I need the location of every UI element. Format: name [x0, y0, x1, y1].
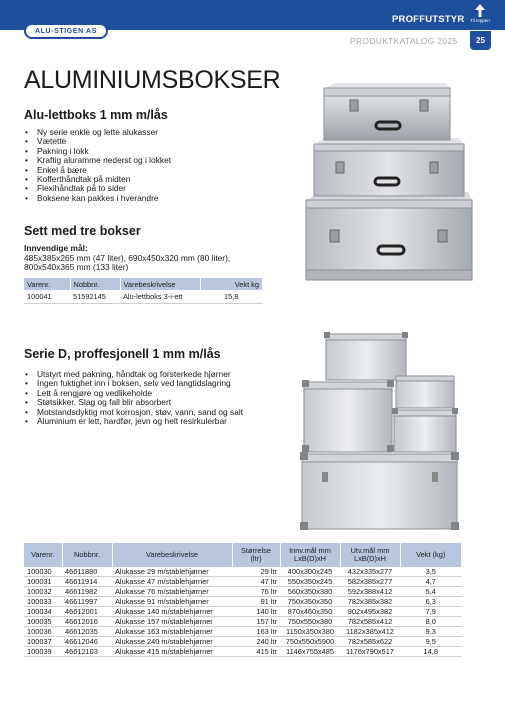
table-header: Nobbnr. [70, 278, 120, 290]
table-cell: 47 ltr [232, 577, 280, 587]
list-item: • Enkel å bære [24, 166, 171, 175]
table-row [24, 627, 462, 637]
table-cell: Alukasse 415 m/stablehjørner [112, 647, 232, 657]
table-cell: 582x385x277 [340, 577, 400, 587]
table-cell: 902x495x382 [340, 607, 400, 617]
table-header: Vekt (kg) [400, 543, 462, 567]
arrow-up-icon [475, 4, 485, 17]
feature-list-lettboks [24, 128, 171, 203]
table-cell: 560x350x380 [280, 587, 340, 597]
table-cell: 100031 [24, 577, 62, 587]
table-cell: 15,8 [200, 290, 263, 303]
table-cell: 100039 [24, 647, 62, 657]
table-cell: 750x550x5900 [280, 637, 340, 647]
table-header: Varenr. [24, 543, 62, 567]
table-cell: 550x350x245 [280, 577, 340, 587]
table-cell: 9,5 [400, 637, 462, 647]
table-cell: Alukasse 91 m/stablehjørner [112, 597, 232, 607]
set-table [24, 278, 263, 304]
table-header: Vekt kg [200, 278, 263, 290]
table-cell: 46612103 [62, 647, 112, 657]
inner-dimensions [24, 244, 264, 273]
table-cell: Alukasse 163 m/stablehjørner [112, 627, 232, 637]
table-row [24, 567, 462, 577]
table-cell: Alukasse 29 m/stablehjørner [112, 567, 232, 577]
table-cell: 750x350x350 [280, 597, 340, 607]
table-cell: 91 ltr [232, 597, 280, 607]
table-cell: 592x388x412 [340, 587, 400, 597]
table-header: Utv.mål mm LxB(D)xH [340, 543, 400, 567]
table-cell: 7,9 [400, 607, 462, 617]
table-row [24, 617, 462, 627]
list-item: • Kraftig aluramme nederst og i lokket [24, 156, 171, 165]
table-cell: 100034 [24, 607, 62, 617]
table-cell: 1176x790x517 [340, 647, 400, 657]
table-cell: 46611914 [62, 577, 112, 587]
table-row [24, 577, 462, 587]
table-cell: Alukasse 76 m/stablehjørner [112, 587, 232, 597]
list-item: • Støtsikker. Slag og fall blir absorbert [24, 398, 243, 407]
table-cell: 46612001 [62, 607, 112, 617]
table-cell: 163 ltr [232, 627, 280, 637]
list-item: • Boksene kan pakkes i hverandre [24, 194, 171, 203]
table-cell: 46611997 [62, 597, 112, 607]
section-title: PROFFUTSTYR [392, 14, 465, 25]
list-item: • Flexihåndtak på to sider [24, 184, 171, 193]
list-item: • Pakning i lokk [24, 147, 171, 156]
table-cell: 76 ltr [232, 587, 280, 597]
serie-d-product-image [296, 324, 466, 534]
list-item: • Aluminium er lett, hardfør, jevn og helt resirkulerbar [24, 417, 243, 426]
section-heading-set: Sett med tre bokser [24, 224, 141, 238]
list-item: • Motstandsdyktig mot korrosjon, støv, vann, sand og salt [24, 408, 243, 417]
table-cell: 100032 [24, 587, 62, 597]
table-row [24, 647, 462, 657]
table-cell: Alukasse 140 m/stablehjørner [112, 607, 232, 617]
table-cell: 9,3 [400, 627, 462, 637]
table-header: Varebeskrivelse [112, 543, 232, 567]
list-item: • Lett å rengjøre og vedlikeholde [24, 389, 243, 398]
table-cell: 46611880 [62, 567, 112, 577]
inner-dimensions-text: 485x385x265 mm (47 liter), 690x450x320 mm (80 liter), 800x540x365 mm (133 liter) [24, 252, 231, 273]
list-item: • Kofferthåndtak på midten [24, 175, 171, 184]
table-row [24, 637, 462, 647]
table-cell: 100035 [24, 617, 62, 627]
table-cell: 432x335x277 [340, 567, 400, 577]
table-cell: Alukasse 240 m/stablehjørner [112, 637, 232, 647]
table-cell: 46612046 [62, 637, 112, 647]
inner-dimensions-label: Innvendige mål: [24, 243, 88, 253]
table-cell: 1182x385x412 [340, 627, 400, 637]
company-logo: ALU-STIGEN AS [24, 23, 108, 39]
table-cell: 100037 [24, 637, 62, 647]
table-cell: 100030 [24, 567, 62, 577]
section-heading-lettboks: Alu-lettboks 1 mm m/lås [24, 108, 168, 122]
table-header: Varebeskrivelse [120, 278, 200, 290]
table-cell: 8,0 [400, 617, 462, 627]
table-row [24, 597, 462, 607]
table-cell: 870x460x350 [280, 607, 340, 617]
table-cell: 46612016 [62, 617, 112, 627]
list-item: • Ny serie enkle og lette alukasser [24, 128, 171, 137]
table-cell: 29 ltr [232, 567, 280, 577]
table-cell: 240 ltr [232, 637, 280, 647]
table-cell: 782x585x412 [340, 617, 400, 627]
table-cell: 157 ltr [232, 617, 280, 627]
feature-list-serie-d [24, 370, 243, 426]
table-cell: 100033 [24, 597, 62, 607]
table-cell: Alukasse 47 m/stablehjørner [112, 577, 232, 587]
catalog-name: PRODUKTKATALOG 2025 [350, 36, 458, 46]
table-cell: 140 ltr [232, 607, 280, 617]
table-cell: 1150x350x380 [280, 627, 340, 637]
to-top-button[interactable] [467, 0, 493, 28]
table-cell: 750x550x380 [280, 617, 340, 627]
table-header: Størrelse (ltr) [232, 543, 280, 567]
table-cell: 5,4 [400, 587, 462, 597]
table-cell: 4,7 [400, 577, 462, 587]
table-cell: 400x300x245 [280, 567, 340, 577]
page-title: ALUMINIUMSBOKSER [24, 66, 281, 94]
table-header: Innv.mål mm LxB(D)xH [280, 543, 340, 567]
table-header: Varenr. [24, 278, 70, 290]
table-cell: 3,5 [400, 567, 462, 577]
table-row [24, 587, 462, 597]
table-cell: 46611982 [62, 587, 112, 597]
table-cell: Alu-lettboks 3-i-ett [120, 290, 200, 303]
table-cell: 6,3 [400, 597, 462, 607]
table-cell: Alukasse 157 m/stablehjørner [112, 617, 232, 627]
table-cell: 14,8 [400, 647, 462, 657]
list-item: • Vætette [24, 137, 171, 146]
table-cell: 782x585x622 [340, 637, 400, 647]
table-cell: 415 ltr [232, 647, 280, 657]
serie-d-table [24, 543, 462, 657]
page-number: 25 [470, 31, 491, 50]
table-cell: 782x385x382 [340, 597, 400, 607]
table-cell: 100036 [24, 627, 62, 637]
table-row [24, 290, 263, 303]
table-cell: 1146x755x485 [280, 647, 340, 657]
lettboks-product-image [300, 80, 480, 285]
list-item: • Ingen fuktighet inn i boksen, selv ved langtidslagring [24, 379, 243, 388]
to-top-label: Til toppen [470, 18, 490, 23]
table-cell: 51592145 [70, 290, 120, 303]
list-item: • Utstyrt med pakning, håndtak og forsterkede hjørner [24, 370, 243, 379]
table-cell: 100041 [24, 290, 70, 303]
section-heading-serie-d: Serie D, proffesjonell 1 mm m/lås [24, 347, 221, 361]
table-row [24, 607, 462, 617]
table-header: Nobbnr. [62, 543, 112, 567]
table-cell: 46612035 [62, 627, 112, 637]
